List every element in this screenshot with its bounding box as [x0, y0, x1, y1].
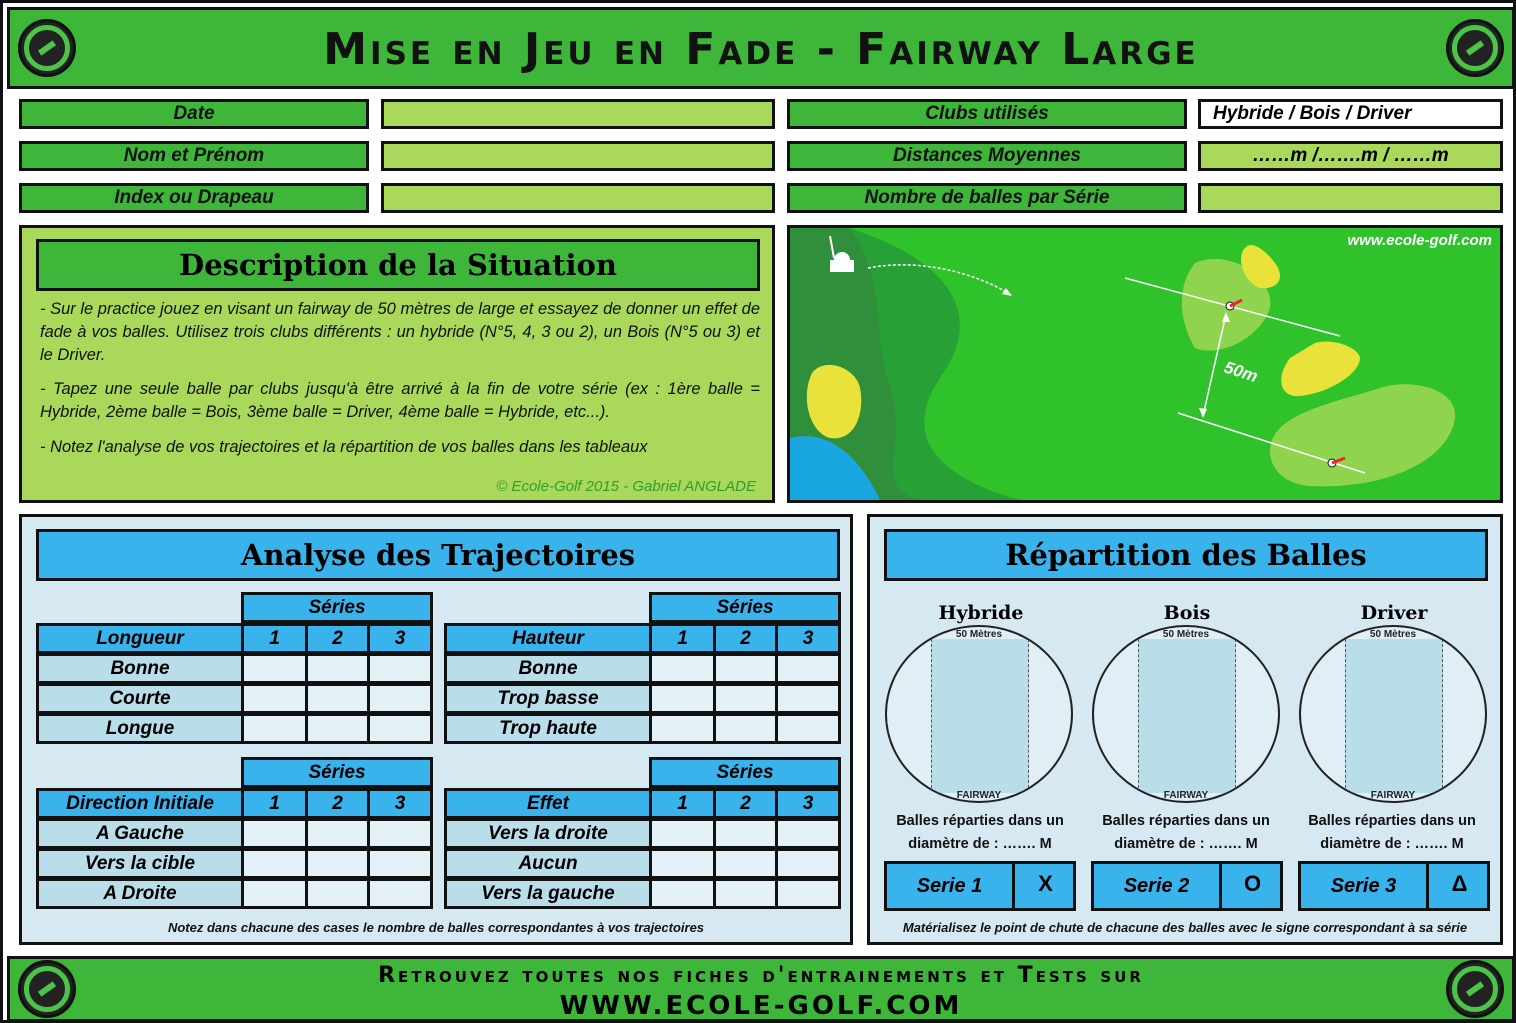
name-field[interactable] — [381, 141, 775, 171]
target-circle[interactable] — [1092, 625, 1280, 803]
index-field[interactable] — [381, 183, 775, 213]
table-cell[interactable] — [367, 878, 433, 909]
repartition-note: Matérialisez le point de chute de chacune des balles avec le signe correspondant à sa série — [902, 920, 1468, 935]
description-title: Description de la Situation — [36, 239, 760, 291]
table-cell[interactable] — [713, 683, 778, 714]
series-col-1: 1 — [649, 788, 716, 819]
hauteur-header: Hauteur — [444, 623, 652, 654]
series-header: Séries — [649, 592, 841, 623]
cross-icon: X — [1038, 871, 1053, 896]
series-header: Séries — [649, 757, 841, 788]
series-col-3: 3 — [367, 788, 433, 819]
effet-row-label: Aucun — [444, 848, 652, 879]
series-col-1: 1 — [649, 623, 716, 654]
table-cell[interactable] — [241, 653, 308, 684]
fairway-map-illustration — [790, 228, 1500, 500]
series-col-1: 1 — [241, 788, 308, 819]
repartition-panel — [867, 514, 1503, 945]
analyse-note: Notez dans chacune des cases le nombre de balles correspondantes à vos trajectoires — [167, 920, 705, 935]
serie-3-key — [1298, 861, 1490, 911]
longueur-row-label: Bonne — [36, 653, 244, 684]
table-cell[interactable] — [241, 878, 308, 909]
table-cell[interactable] — [775, 848, 841, 879]
triangle-icon: Δ — [1451, 871, 1468, 896]
hauteur-row-label: Trop basse — [444, 683, 652, 714]
table-cell[interactable] — [775, 683, 841, 714]
serie-2-key — [1091, 861, 1283, 911]
club-caption: Balles réparties dans un diamètre de : ……. M — [1102, 813, 1270, 852]
table-cell[interactable] — [241, 848, 308, 879]
ecole-golf-logo-icon — [1446, 960, 1504, 1018]
fairway-width-label: 50 Mètres — [1162, 629, 1210, 640]
effet-row-label: Vers la gauche — [444, 878, 652, 909]
clubs-label: Clubs utilisés — [787, 99, 1187, 129]
clubs-field[interactable]: Hybride / Bois / Driver — [1198, 99, 1503, 129]
distance-label: 50m — [1221, 357, 1260, 387]
table-cell[interactable] — [713, 653, 778, 684]
table-cell[interactable] — [305, 818, 370, 849]
club-name-bois: Bois — [1163, 602, 1211, 624]
effet-header: Effet — [444, 788, 652, 819]
table-cell[interactable] — [713, 818, 778, 849]
longueur-row-label: Courte — [36, 683, 244, 714]
direction-row-label: Vers la cible — [36, 848, 244, 879]
circle-icon: O — [1243, 871, 1262, 896]
ecole-golf-logo-icon — [18, 19, 76, 77]
footer-tagline: Retrouvez toutes nos fiches d'entrainements et Tests sur — [378, 963, 1144, 988]
club-caption: Balles réparties dans un diamètre de : ……. M — [1308, 813, 1476, 852]
distances-field[interactable]: ……m /…….m / ……m — [1198, 141, 1503, 171]
longueur-row-label: Longue — [36, 713, 244, 744]
target-circle[interactable] — [885, 625, 1073, 803]
description-paragraph-1: - Sur le practice jouez en visant un fairway de 50 mètres de large et essayez de donner un effet de fade à vos balles. Utilisez trois clubs différents : un hybride (N°5, 4, 3 ou 2), un Bois (N°5 ou 3) et le Driver. — [40, 300, 760, 364]
series-col-3: 3 — [775, 788, 841, 819]
direction-row-label: A Droite — [36, 878, 244, 909]
page-title: Mise en Jeu en Fade - Fairway Large — [323, 24, 1199, 75]
club-name-hybride: Hybride — [938, 602, 1024, 624]
fairway-label: FAIRWAY — [1163, 790, 1209, 801]
table-cell[interactable] — [713, 878, 778, 909]
balls-per-series-label: Nombre de balles par Série — [787, 183, 1187, 213]
table-cell[interactable] — [649, 653, 716, 684]
series-col-2: 2 — [305, 788, 370, 819]
fairway-label: FAIRWAY — [1370, 790, 1416, 801]
series-col-3: 3 — [775, 623, 841, 654]
table-cell[interactable] — [241, 713, 308, 744]
table-cell[interactable] — [649, 878, 716, 909]
club-name-driver: Driver — [1360, 602, 1428, 624]
name-label: Nom et Prénom — [19, 141, 369, 171]
series-col-1: 1 — [241, 623, 308, 654]
series-col-2: 2 — [713, 623, 778, 654]
serie-1-label: Serie 1 — [887, 864, 1015, 908]
series-col-3: 3 — [367, 623, 433, 654]
header-banner — [7, 7, 1515, 89]
fairway-width-label: 50 Mètres — [1369, 629, 1417, 640]
target-circle[interactable] — [1299, 625, 1487, 803]
series-header: Séries — [241, 757, 433, 788]
ecole-golf-logo-icon — [18, 960, 76, 1018]
fairway-width-label: 50 Mètres — [955, 629, 1003, 640]
serie-3-label: Serie 3 — [1301, 864, 1429, 908]
table-cell[interactable] — [305, 713, 370, 744]
description-paragraph-3: - Notez l'analyse de vos trajectoires et la répartition de vos balles dans les tableaux — [40, 438, 648, 456]
table-cell[interactable] — [649, 848, 716, 879]
table-cell[interactable] — [775, 713, 841, 744]
fairway-label: FAIRWAY — [956, 790, 1002, 801]
hauteur-row-label: Trop haute — [444, 713, 652, 744]
date-field[interactable] — [381, 99, 775, 129]
table-cell[interactable] — [305, 653, 370, 684]
table-cell[interactable] — [713, 848, 778, 879]
table-cell[interactable] — [241, 683, 308, 714]
table-cell[interactable] — [305, 878, 370, 909]
footer-website-link[interactable]: WWW.ECOLE-GOLF.COM — [559, 991, 963, 1021]
table-cell[interactable] — [649, 818, 716, 849]
serie-2-label: Serie 2 — [1094, 864, 1222, 908]
direction-row-label: A Gauche — [36, 818, 244, 849]
map-url-label: www.ecole-golf.com — [1347, 232, 1492, 249]
date-label: Date — [19, 99, 369, 129]
description-panel — [19, 225, 775, 503]
table-cell[interactable] — [305, 848, 370, 879]
series-col-2: 2 — [305, 623, 370, 654]
table-cell[interactable] — [367, 713, 433, 744]
copyright-credit: © Ecole-Golf 2015 - Gabriel ANGLADE — [496, 478, 756, 495]
ecole-golf-logo-icon — [1446, 19, 1504, 77]
analyse-panel — [19, 514, 853, 945]
table-cell[interactable] — [649, 683, 716, 714]
balls-per-series-field[interactable] — [1198, 183, 1503, 213]
table-cell[interactable] — [241, 818, 308, 849]
hauteur-row-label: Bonne — [444, 653, 652, 684]
table-cell[interactable] — [367, 818, 433, 849]
table-cell[interactable] — [367, 848, 433, 879]
table-cell[interactable] — [775, 818, 841, 849]
fairway-diagram — [787, 225, 1503, 503]
series-col-2: 2 — [713, 788, 778, 819]
table-cell[interactable] — [649, 713, 716, 744]
analyse-title: Analyse des Trajectoires — [36, 529, 840, 581]
effet-row-label: Vers la droite — [444, 818, 652, 849]
description-paragraph-2: - Tapez une seule balle par clubs jusqu'à être arrivé à la fin de votre série (ex : 1ère balle = Hybride, 2ème balle = Bois, 3ème balle = Driver, 4ème balle = Hybride, etc...). — [40, 380, 760, 421]
table-cell[interactable] — [367, 653, 433, 684]
table-cell[interactable] — [367, 683, 433, 714]
club-caption: Balles réparties dans un diamètre de : ……. M — [896, 813, 1064, 852]
table-cell[interactable] — [775, 878, 841, 909]
distances-label: Distances Moyennes — [787, 141, 1187, 171]
series-header: Séries — [241, 592, 433, 623]
table-cell[interactable] — [713, 713, 778, 744]
table-cell[interactable] — [305, 683, 370, 714]
direction-header: Direction Initiale — [36, 788, 244, 819]
longueur-header: Longueur — [36, 623, 244, 654]
table-cell[interactable] — [775, 653, 841, 684]
index-label: Index ou Drapeau — [19, 183, 369, 213]
serie-1-key — [884, 861, 1076, 911]
repartition-title: Répartition des Balles — [884, 529, 1488, 581]
footer-banner — [7, 956, 1515, 1022]
